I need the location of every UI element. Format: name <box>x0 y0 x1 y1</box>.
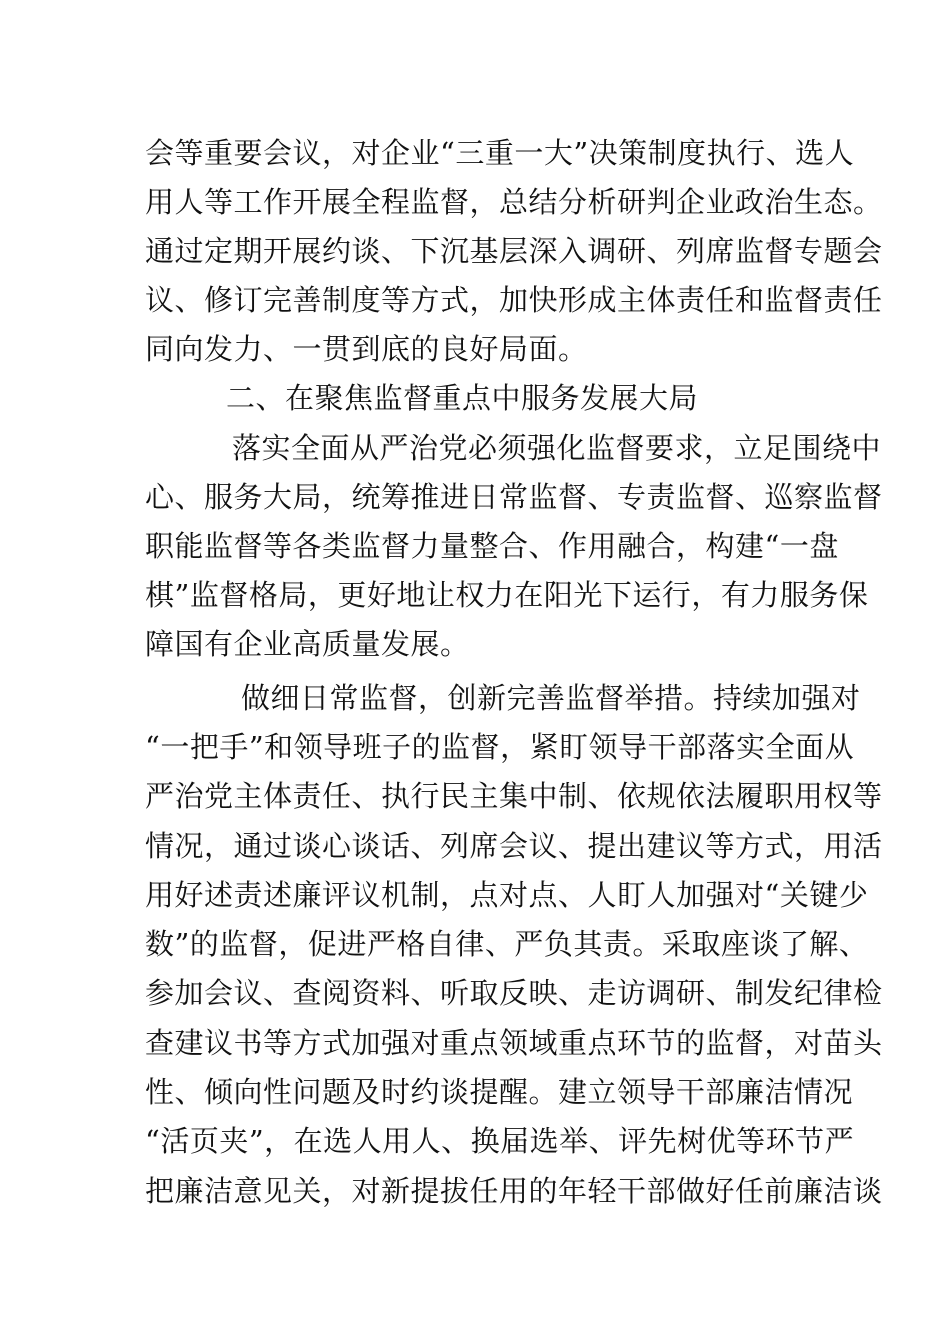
text-line: 棋”监督格局，更好地让权力在阳光下运行，有力服务保 <box>145 578 869 612</box>
text-line: 做细日常监督，创新完善监督举措。持续加强对 <box>241 681 861 715</box>
text-line: 会等重要会议，对企业“三重一大”决策制度执行、选人 <box>145 136 855 170</box>
text-line: 同向发力、一贯到底的良好局面。 <box>145 332 588 366</box>
section-heading: 二、在聚焦监督重点中服务发展大局 <box>226 381 699 415</box>
text-line: “活页夹”，在选人用人、换届选举、评先树优等环节严 <box>145 1124 855 1158</box>
text-line: 用好述责述廉评议机制，点对点、人盯人加强对“关键少 <box>145 878 869 912</box>
text-line: 性、倾向性问题及时约谈提醒。建立领导干部廉洁情况 <box>145 1075 854 1109</box>
text-line: 通过定期开展约谈、下沉基层深入调研、列席监督专题会 <box>145 234 883 268</box>
text-line: 数”的监督，促进严格自律、严负其责。采取座谈了解、 <box>145 927 869 961</box>
text-line: 情况，通过谈心谈话、列席会议、提出建议等方式，用活 <box>145 829 883 863</box>
text-line: “一把手”和领导班子的监督，紧盯领导干部落实全面从 <box>145 730 855 764</box>
text-line: 查建议书等方式加强对重点领域重点环节的监督，对苗头 <box>145 1026 883 1060</box>
text-line: 议、修订完善制度等方式，加快形成主体责任和监督责任 <box>145 283 883 317</box>
text-line: 严治党主体责任、执行民主集中制、依规依法履职用权等 <box>145 779 883 813</box>
text-line: 把廉洁意见关，对新提拔任用的年轻干部做好任前廉洁谈 <box>145 1174 883 1208</box>
text-line: 落实全面从严治党必须强化监督要求，立足围绕中 <box>232 431 882 465</box>
text-line: 障国有企业高质量发展。 <box>145 627 470 661</box>
text-line: 用人等工作开展全程监督，总结分析研判企业政治生态。 <box>145 185 883 219</box>
text-line: 心、服务大局，统筹推进日常监督、专责监督、巡察监督 <box>145 480 883 514</box>
text-line: 职能监督等各类监督力量整合、作用融合，构建“一盘 <box>145 529 839 563</box>
text-line: 参加会议、查阅资料、听取反映、走访调研、制发纪律检 <box>145 976 883 1010</box>
